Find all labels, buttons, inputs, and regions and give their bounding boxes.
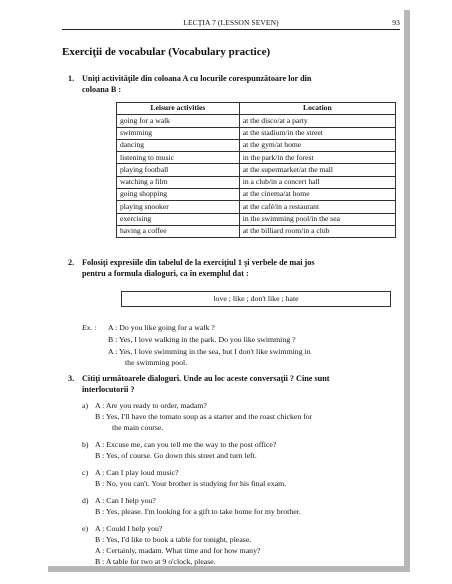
dialogue-label: b) <box>82 440 89 449</box>
exercise-1-text-line1: Uniţi activităţile din coloana A cu locurile corespunzătoare lor din <box>82 74 312 83</box>
col-a-header: Leisure activities <box>117 103 240 115</box>
table-row <box>117 164 396 176</box>
dialogue-line: A : Can I help you? <box>95 496 156 505</box>
location-cell: at the gym/at home <box>239 139 395 151</box>
exercise-2-text-line2: pentru a formula dialoguri, ca în exemplul dat : <box>82 268 249 278</box>
activity-cell: exercising <box>117 213 240 225</box>
table-row <box>117 225 396 237</box>
table-row <box>117 127 396 139</box>
dialogue-line: A : Excuse me, can you tell me the way to the post office? <box>95 440 277 449</box>
exercise-3-instruction <box>68 374 388 395</box>
exercise-3-text-line2: interlocutorii ? <box>82 384 135 394</box>
exercise-2-text-line1: Folosiţi expresiile din tabelul de la exerciţiul 1 şi verbele de mai jos <box>82 258 315 267</box>
dialogue-line: A : Can I play loud music? <box>95 468 179 477</box>
activity-cell: going shopping <box>117 189 240 201</box>
dialogue-line: B : A table for two at 9 o'clock, please. <box>95 557 216 566</box>
dialogue-line: B : Yes, of course. Go down this street and turn left. <box>95 451 257 460</box>
col-b-header: Location <box>239 103 395 115</box>
location-cell: in the park/in the forest <box>239 152 395 164</box>
exercise-1-instruction <box>68 74 388 95</box>
exercise-3-text-line1: Citiţi următoarele dialoguri. Unde au loc aceste conversaţii ? Cine sunt <box>82 374 330 383</box>
dialogue-line: A : Are you ready to order, madam? <box>95 401 207 410</box>
dialogue-label: e) <box>82 524 89 533</box>
page-number: 93 <box>392 18 400 27</box>
location-cell: at the disco/at a party <box>239 115 395 127</box>
table-row <box>117 176 396 188</box>
example-line: B : Yes, I love walking in the park. Do you like swimming ? <box>108 335 296 344</box>
dialogue-line: B : Yes, I'll have the tomato soup as a starter and the roast chicken for <box>95 412 313 421</box>
dialogue-line: B : Yes, please. I'm looking for a gift to take home for my brother. <box>95 507 301 516</box>
table-row <box>117 189 396 201</box>
location-cell: in the swimming pool/in the sea <box>239 213 395 225</box>
activity-cell: playing football <box>117 164 240 176</box>
example-line: A : Do you like going for a walk ? <box>108 323 215 332</box>
activity-cell: going for a walk <box>117 115 240 127</box>
running-header <box>62 18 400 30</box>
location-cell: at the café/in a restaurant <box>239 201 395 213</box>
vocabulary-table <box>116 102 396 238</box>
table-row <box>117 139 396 151</box>
exercise-1-number: 1. <box>68 74 75 83</box>
activity-cell: dancing <box>117 139 240 151</box>
textbook-page <box>42 4 404 566</box>
example-line: A : Yes, I love swimming in the sea, but I don't like swimming in <box>108 347 311 356</box>
location-cell: at the billiard room/in a club <box>239 225 395 237</box>
dialogue-line: B : Yes, I'd like to book a table for tonight, please. <box>95 535 252 544</box>
activity-cell: playing snooker <box>117 201 240 213</box>
location-cell: at the stadium/in the street <box>239 127 395 139</box>
dialogue-line: the main course. <box>112 423 164 432</box>
dialogue-label: a) <box>82 401 89 410</box>
location-cell: in a club/in a concert hall <box>239 176 395 188</box>
activity-cell: watching a film <box>117 176 240 188</box>
activity-cell: having a coffee <box>117 225 240 237</box>
dialogue-line: A : Could I help you? <box>95 524 163 533</box>
exercise-2-number: 2. <box>68 258 75 267</box>
table-row <box>117 201 396 213</box>
word-box: love ; like ; don't like ; hate <box>121 291 391 307</box>
table-row <box>117 115 396 127</box>
exercise-1-text-line2: coloana B : <box>82 84 122 94</box>
table-row <box>117 152 396 164</box>
activity-cell: swimming <box>117 127 240 139</box>
exercise-3-number: 3. <box>68 374 75 383</box>
activity-cell: listening to music <box>117 152 240 164</box>
dialogue-label: d) <box>82 496 89 505</box>
example-line: the swimming pool. <box>125 358 188 367</box>
table-row <box>117 213 396 225</box>
location-cell: at the supermarket/at the mall <box>239 164 395 176</box>
example-label: Ex. : <box>82 323 97 332</box>
header-title: LECŢIA 7 (LESSON SEVEN) <box>183 18 279 27</box>
location-cell: at the cinema/at home <box>239 189 395 201</box>
dialogue-line: B : No, you can't. Your brother is studying for his final exam. <box>95 479 287 488</box>
section-title: Exerciţii de vocabular (Vocabulary practice) <box>62 46 271 58</box>
dialogue-label: c) <box>82 468 89 477</box>
dialogue-line: A : Certainly, madam. What time and for how many? <box>95 546 261 555</box>
exercise-2-instruction <box>68 258 388 279</box>
